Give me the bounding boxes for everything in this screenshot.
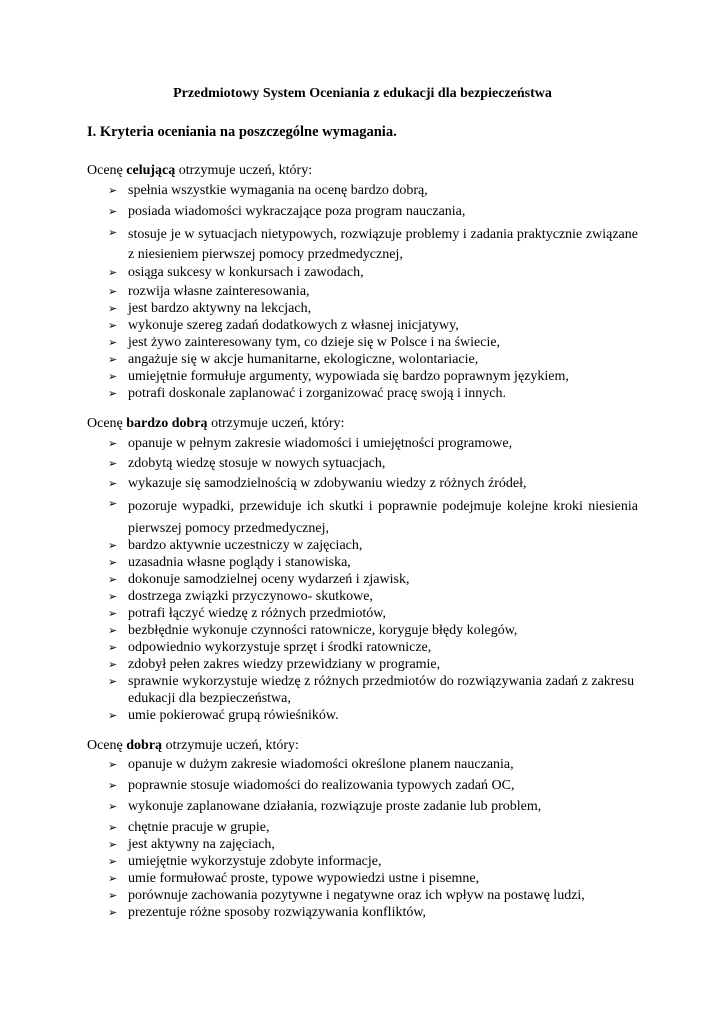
bullet-arrow-icon: ➢ xyxy=(108,607,118,620)
grade-intro-bardzo-dobra xyxy=(87,416,344,432)
list-item: ➢ umiejętnie formułuje argumenty, wypowiada się bardzo poprawnym językiem, xyxy=(108,369,569,384)
bullet-arrow-icon: ➢ xyxy=(108,889,118,902)
document-title: Przedmiotowy System Oceniania z edukacji dla bezpieczeństwa xyxy=(173,86,552,101)
bullet-arrow-icon: ➢ xyxy=(108,285,118,298)
list-item: ➢ opanuje w dużym zakresie wiadomości określone planem nauczania, xyxy=(108,757,514,772)
bullet-arrow-icon: ➢ xyxy=(108,906,118,919)
grade-name: dobrą xyxy=(126,738,163,753)
criteria-list-celujaca xyxy=(0,183,638,403)
list-item: ➢ zdobył pełen zakres wiedzy przewidziany w programie, xyxy=(108,657,441,672)
bullet-arrow-icon: ➢ xyxy=(108,821,118,834)
list-item: ➢ jest żywo zainteresowany tym, co dzieje się w Polsce i na świecie, xyxy=(108,335,501,350)
list-item: ➢ odpowiednio wykorzystuje sprzęt i środki ratownicze, xyxy=(108,640,432,655)
list-item: ➢ posiada wiadomości wykraczające poza program nauczania, xyxy=(108,204,466,219)
bullet-arrow-icon: ➢ xyxy=(108,336,118,349)
intro-suffix: otrzymuje uczeń, który: xyxy=(162,738,299,753)
list-item: ➢ umiejętnie wykorzystuje zdobyte informacje, xyxy=(108,854,382,869)
intro-prefix: Ocenę xyxy=(87,416,127,431)
bullet-arrow-icon: ➢ xyxy=(108,573,118,586)
grade-intro-dobra xyxy=(87,738,299,754)
list-item: ➢ dostrzega związki przyczynowo- skutkowe, xyxy=(108,589,373,604)
bullet-arrow-icon: ➢ xyxy=(108,266,118,279)
grade-intro-celujaca xyxy=(87,163,312,179)
bullet-arrow-icon: ➢ xyxy=(108,205,118,218)
bullet-arrow-icon: ➢ xyxy=(108,675,118,688)
list-item: ➢ bezbłędnie wykonuje czynności ratownicze, koryguje błędy kolegów, xyxy=(108,623,518,638)
intro-prefix: Ocenę xyxy=(87,738,127,753)
bullet-arrow-icon: ➢ xyxy=(108,658,118,671)
bullet-arrow-icon: ➢ xyxy=(108,226,118,239)
list-item: ➢ osiąga sukcesy w konkursach i zawodach, xyxy=(108,265,364,280)
bullet-arrow-icon: ➢ xyxy=(108,779,118,792)
list-item: ➢ wykazuje się samodzielnością w zdobywaniu wiedzy z różnych źródeł, xyxy=(108,476,527,491)
section-heading: I. Kryteria oceniania na poszczególne wymagania. xyxy=(87,124,397,140)
list-item: ➢ dokonuje samodzielnej oceny wydarzeń i zjawisk, xyxy=(108,572,410,587)
bullet-arrow-icon: ➢ xyxy=(108,539,118,552)
bullet-arrow-icon: ➢ xyxy=(108,353,118,366)
bullet-arrow-icon: ➢ xyxy=(108,758,118,771)
bullet-arrow-icon: ➢ xyxy=(108,497,118,510)
list-item: ➢ rozwija własne zainteresowania, xyxy=(108,284,310,299)
list-item: ➢ umie pokierować grupą rówieśników. xyxy=(108,708,339,723)
list-item: ➢ poprawnie stosuje wiadomości do realizowania typowych zadań OC, xyxy=(108,778,515,793)
list-item: ➢ sprawnie wykorzystuje wiedzę z różnych przedmiotów do rozwiązywania zadań z zakresu edukacji dla bezpieczeństwa, xyxy=(108,674,635,706)
list-item: ➢ angażuje się w akcje humanitarne, ekologiczne, wolontariacie, xyxy=(108,352,479,367)
intro-suffix: otrzymuje uczeń, który: xyxy=(175,163,313,178)
bullet-arrow-icon: ➢ xyxy=(108,457,118,470)
bullet-arrow-icon: ➢ xyxy=(108,624,118,637)
bullet-arrow-icon: ➢ xyxy=(108,370,118,383)
bullet-arrow-icon: ➢ xyxy=(108,855,118,868)
bullet-arrow-icon: ➢ xyxy=(108,641,118,654)
list-item: ➢ bardzo aktywnie uczestniczy w zajęciach, xyxy=(108,538,363,553)
list-item: ➢ pozoruje wypadki, przewiduje ich skutki i poprawnie podejmuje kolejne kroki niesienia pierwszej pomocy przedmedycznej, xyxy=(108,497,638,536)
list-item: ➢ opanuje w pełnym zakresie wiadomości i umiejętności programowe, xyxy=(108,436,513,451)
list-item: ➢ wykonuje zaplanowane działania, rozwiązuje proste zadanie lub problem, xyxy=(108,799,542,814)
list-item: ➢ umie formułować proste, typowe wypowiedzi ustne i pisemne, xyxy=(108,871,480,886)
intro-suffix: otrzymuje uczeń, który: xyxy=(207,416,345,431)
list-item: ➢ uzasadnia własne poglądy i stanowiska, xyxy=(108,555,351,570)
list-item: ➢ wykonuje szereg zadań dodatkowych z własnej inicjatywy, xyxy=(108,318,459,333)
bullet-arrow-icon: ➢ xyxy=(108,184,118,197)
grade-name: celującą xyxy=(126,163,176,178)
list-item: ➢ zdobytą wiedzę stosuje w nowych sytuacjach, xyxy=(108,456,386,471)
bullet-arrow-icon: ➢ xyxy=(108,800,118,813)
bullet-arrow-icon: ➢ xyxy=(108,838,118,851)
list-item: ➢ chętnie pracuje w grupie, xyxy=(108,820,270,835)
list-item: ➢ potrafi łączyć wiedzę z różnych przedmiotów, xyxy=(108,606,386,621)
bullet-arrow-icon: ➢ xyxy=(108,709,118,722)
list-item: ➢ porównuje zachowania pozytywne i negatywne oraz ich wpływ na postawę ludzi, xyxy=(108,888,585,903)
bullet-arrow-icon: ➢ xyxy=(108,872,118,885)
list-item: ➢ spełnia wszystkie wymagania na ocenę bardzo dobrą, xyxy=(108,183,428,198)
bullet-arrow-icon: ➢ xyxy=(108,437,118,450)
list-item: ➢ potrafi doskonale zaplanować i zorganizować pracę swoją i innych. xyxy=(108,386,506,401)
criteria-list-bardzo-dobra xyxy=(0,436,638,725)
list-item: ➢ jest bardzo aktywny na lekcjach, xyxy=(108,301,312,316)
criteria-list-dobra xyxy=(0,757,638,922)
grade-name: bardzo dobrą xyxy=(126,416,208,431)
bullet-arrow-icon: ➢ xyxy=(108,319,118,332)
list-item: ➢ jest aktywny na zajęciach, xyxy=(108,837,275,852)
bullet-arrow-icon: ➢ xyxy=(108,302,118,315)
list-item: ➢ stosuje je w sytuacjach nietypowych, rozwiązuje problemy i zadania praktycznie związane z niesieniem pierwszej pomocy przedmedycznej, xyxy=(108,226,638,262)
bullet-arrow-icon: ➢ xyxy=(108,556,118,569)
bullet-arrow-icon: ➢ xyxy=(108,590,118,603)
bullet-arrow-icon: ➢ xyxy=(108,477,118,490)
intro-prefix: Ocenę xyxy=(87,163,127,178)
list-item: ➢ prezentuje różne sposoby rozwiązywania konfliktów, xyxy=(108,905,427,920)
bullet-arrow-icon: ➢ xyxy=(108,387,118,400)
